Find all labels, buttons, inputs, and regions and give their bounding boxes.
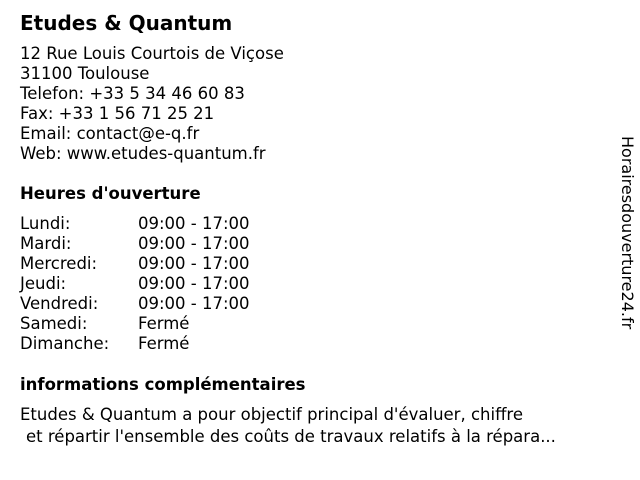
time-value: 09:00 - 17:00 <box>138 234 250 253</box>
phone-number: Telefon: +33 5 34 46 60 83 <box>20 84 245 103</box>
hours-row-sunday <box>20 334 280 354</box>
contact-block <box>20 44 284 164</box>
hours-row-friday <box>20 294 280 314</box>
time-value: 09:00 - 17:00 <box>138 214 250 233</box>
time-value: 09:00 - 17:00 <box>138 254 250 273</box>
opening-hours-list <box>20 214 280 354</box>
address-city: 31100 Toulouse <box>20 64 150 83</box>
day-label: Jeudi: <box>20 274 67 293</box>
time-value: Fermé <box>138 314 190 333</box>
day-label: Mercredi: <box>20 254 98 273</box>
website-url: Web: www.etudes-quantum.fr <box>20 144 266 163</box>
hours-row-saturday <box>20 314 280 334</box>
fax-number: Fax: +33 1 56 71 25 21 <box>20 104 215 123</box>
address-street: 12 Rue Louis Courtois de Viçose <box>20 44 284 63</box>
info-description <box>20 404 600 448</box>
info-heading: informations complémentaires <box>20 375 306 394</box>
site-watermark: Horairesdouverture24.fr <box>618 136 637 330</box>
day-label: Vendredi: <box>20 294 99 313</box>
info-line-2: et répartir l'ensemble des coûts de travaux relatifs à la répara... <box>26 427 556 446</box>
watermark-container <box>613 136 637 346</box>
email-address: Email: contact@e-q.fr <box>20 124 200 143</box>
hours-row-tuesday <box>20 234 280 254</box>
day-label: Mardi: <box>20 234 72 253</box>
hours-row-thursday <box>20 274 280 294</box>
day-label: Dimanche: <box>20 334 110 353</box>
time-value: 09:00 - 17:00 <box>138 274 250 293</box>
day-label: Samedi: <box>20 314 88 333</box>
business-name: Etudes & Quantum <box>20 11 233 35</box>
hours-row-wednesday <box>20 254 280 274</box>
time-value: 09:00 - 17:00 <box>138 294 250 313</box>
hours-heading: Heures d'ouverture <box>20 184 201 203</box>
day-label: Lundi: <box>20 214 71 233</box>
info-line-1: Etudes & Quantum a pour objectif principal d'évaluer, chiffre <box>20 405 524 424</box>
hours-row-monday <box>20 214 280 234</box>
time-value: Fermé <box>138 334 190 353</box>
